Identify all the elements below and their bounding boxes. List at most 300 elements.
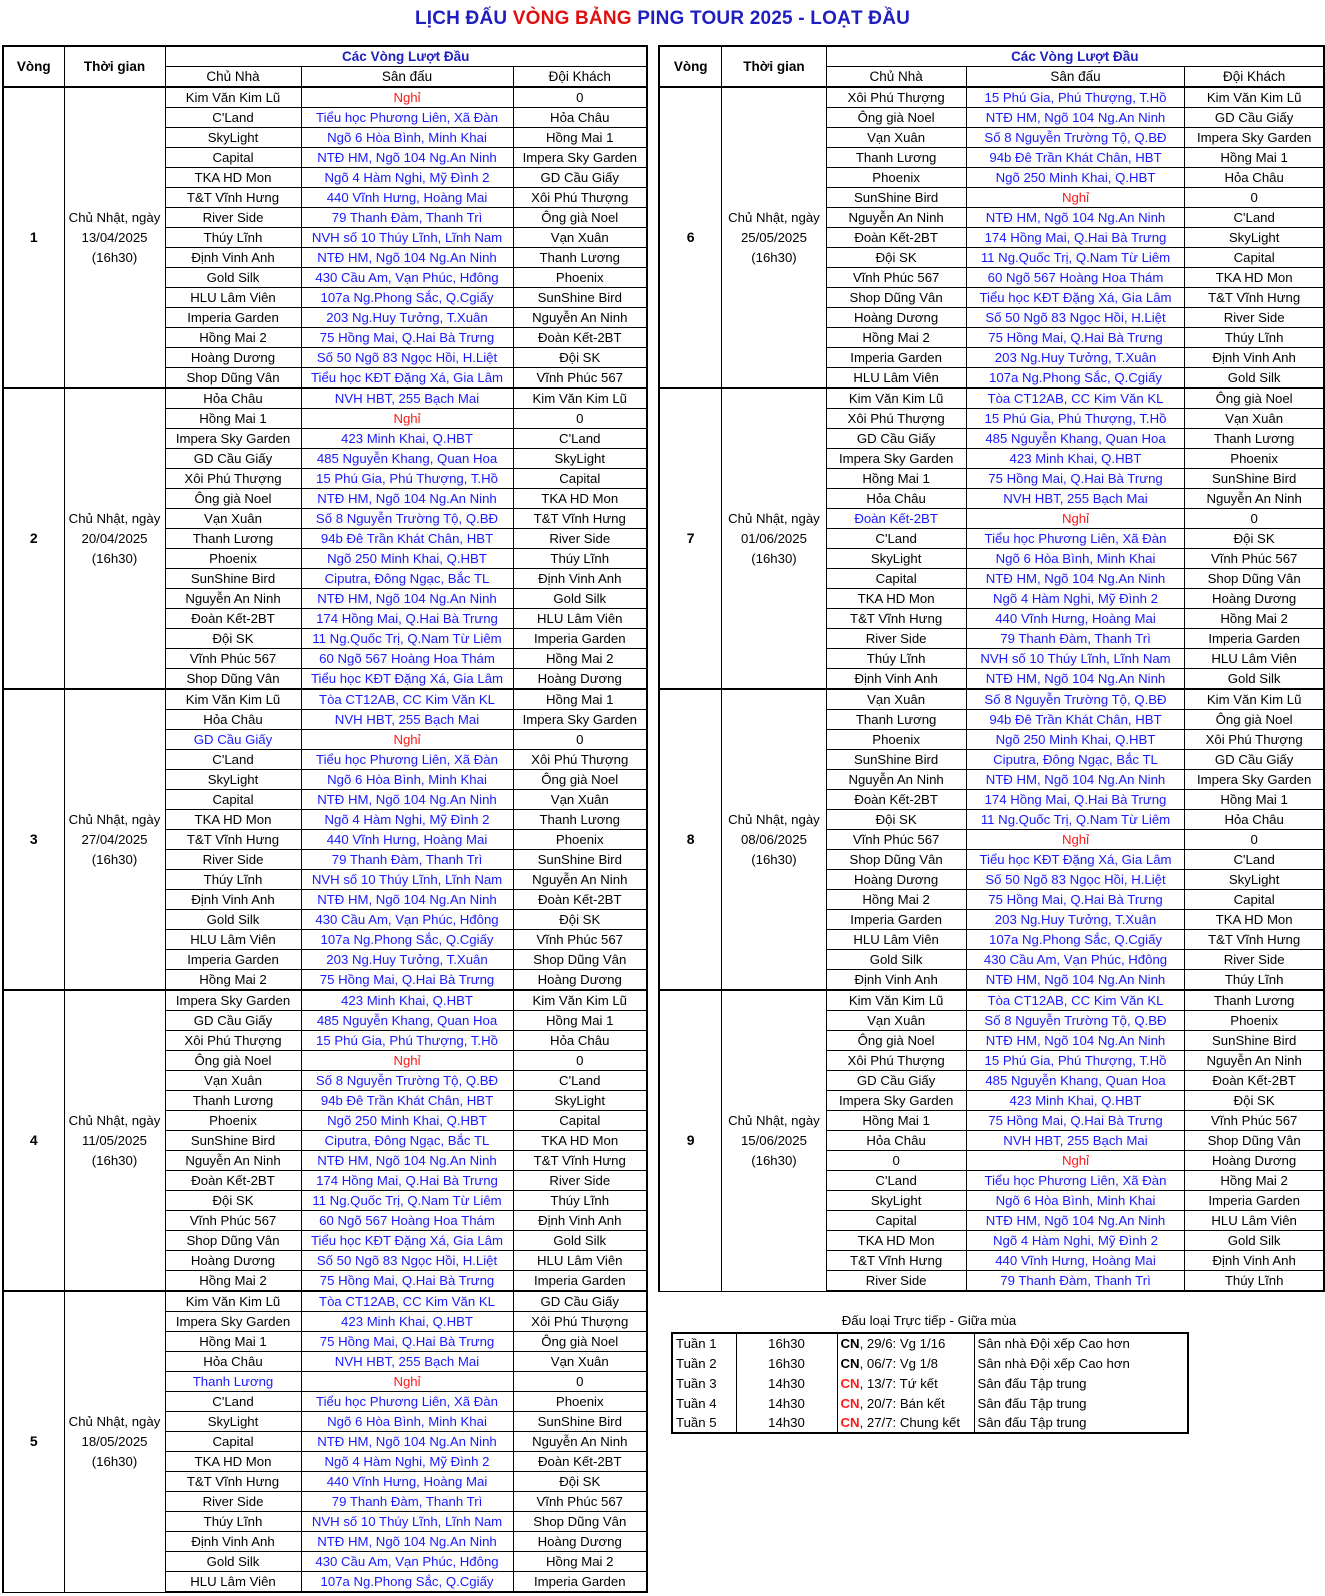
home-team: Vĩnh Phúc 567 [165, 649, 301, 669]
away-team: GD Cầu Giấy [513, 168, 647, 188]
home-team: Phoenix [165, 1111, 301, 1131]
venue-address: Ngõ 4 Hàm Nghi, Mỹ Đình 2 [966, 1231, 1185, 1251]
home-team: Gold Silk [826, 950, 966, 970]
venue-address: 79 Thanh Đàm, Thanh Trì [301, 208, 513, 228]
home-team: Phoenix [826, 730, 966, 750]
venue-address: Ngõ 6 Hòa Bình, Minh Khai [301, 128, 513, 148]
away-team: River Side [1185, 950, 1324, 970]
away-team: Đoàn Kết-2BT [513, 1452, 647, 1472]
venue-address: 485 Nguyễn Khang, Quan Hoa [966, 429, 1185, 449]
venue-address: 423 Minh Khai, Q.HBT [301, 429, 513, 449]
round-date: Chủ Nhật, ngày 01/06/2025 (16h30) [722, 388, 826, 689]
home-team: Impera Sky Garden [165, 990, 301, 1011]
away-team: 0 [513, 1051, 647, 1071]
venue-address: 107a Ng.Phong Sắc, Q.Cgiấy [301, 288, 513, 308]
venue-address: Ngõ 6 Hòa Bình, Minh Khai [301, 770, 513, 790]
away-team: 0 [513, 1372, 647, 1392]
venue-address: 203 Ng.Huy Tưởng, T.Xuân [301, 308, 513, 328]
away-team: Định Vinh Anh [513, 1211, 647, 1231]
home-team: C'Land [826, 529, 966, 549]
round-number: 4 [3, 990, 64, 1291]
venue-address: Ciputra, Đông Ngạc, Bắc TL [966, 750, 1185, 770]
home-team: C'Land [165, 108, 301, 128]
away-team: Imperia Garden [513, 629, 647, 649]
home-team: Impera Sky Garden [826, 1091, 966, 1111]
bye-label: Nghỉ [301, 730, 513, 750]
away-team: Đoàn Kết-2BT [1185, 1071, 1324, 1091]
knockout-day: CN [840, 1415, 860, 1430]
home-team: TKA HD Mon [165, 168, 301, 188]
home-team: Xôi Phú Thượng [826, 409, 966, 429]
away-team: Hỏa Châu [1185, 168, 1324, 188]
home-team: Đoàn Kết-2BT [165, 609, 301, 629]
knockout-week: Tuần 2 [672, 1353, 736, 1373]
home-team: River Side [165, 1492, 301, 1512]
home-team: Shop Dũng Vân [165, 368, 301, 389]
away-team: GD Cầu Giấy [513, 1291, 647, 1312]
header-group: Các Vòng Lượt Đầu [826, 46, 1324, 67]
away-team: Vĩnh Phúc 567 [1185, 1111, 1324, 1131]
header-home: Chủ Nhà [826, 67, 966, 88]
away-team: Thúy Lĩnh [1185, 970, 1324, 991]
home-team: Xôi Phú Thượng [826, 87, 966, 108]
venue-address: Số 50 Ngõ 83 Ngọc Hồi, H.Liệt [966, 870, 1185, 890]
away-team: T&T Vĩnh Hưng [1185, 288, 1324, 308]
away-team: Shop Dũng Vân [1185, 569, 1324, 589]
knockout-venue: Sân nhà Đội xếp Cao hơn [977, 1355, 1130, 1371]
knockout-week: Tuần 4 [672, 1393, 736, 1413]
away-team: Vạn Xuân [513, 1352, 647, 1372]
home-team: SunShine Bird [165, 1131, 301, 1151]
home-team: Impera Sky Garden [165, 429, 301, 449]
venue-address: 15 Phú Gia, Phú Thượng, T.Hồ [966, 409, 1185, 429]
knockout-stage: , 13/7: Tứ kết [859, 1375, 938, 1391]
away-team: SunShine Bird [1185, 1031, 1324, 1051]
home-team: Đoàn Kết-2BT [826, 790, 966, 810]
away-team: Vạn Xuân [1185, 409, 1324, 429]
home-team: Kim Văn Kim Lũ [826, 388, 966, 409]
away-team: Phoenix [513, 268, 647, 288]
knockout-day: CN [840, 1395, 860, 1411]
away-team: Xôi Phú Thượng [513, 1312, 647, 1332]
away-team: Imperia Garden [513, 1572, 647, 1593]
home-team: TKA HD Mon [826, 589, 966, 609]
knockout-stage: , 06/7: Vg 1/8 [859, 1355, 939, 1371]
home-team: Định Vinh Anh [826, 669, 966, 690]
away-team: Imperia Garden [1185, 629, 1324, 649]
knockout-section [671, 1310, 1187, 1434]
away-team: Hồng Mai 2 [513, 649, 647, 669]
venue-address: NTĐ HM, Ngõ 104 Ng.An Ninh [966, 1031, 1185, 1051]
home-team: Ông già Noel [826, 108, 966, 128]
home-team: Vĩnh Phúc 567 [165, 1211, 301, 1231]
away-team: Imperia Garden [513, 1271, 647, 1292]
home-team: River Side [826, 1271, 966, 1292]
away-team: Xôi Phú Thượng [513, 750, 647, 770]
home-team: Xôi Phú Thượng [165, 1031, 301, 1051]
away-team: Thanh Lương [1185, 429, 1324, 449]
home-team: Vạn Xuân [826, 1011, 966, 1031]
venue-address: 485 Nguyễn Khang, Quan Hoa [301, 1011, 513, 1031]
venue-address: Ciputra, Đông Ngạc, Bắc TL [301, 569, 513, 589]
knockout-date [837, 1373, 974, 1393]
venue-address: NTĐ HM, Ngõ 104 Ng.An Ninh [301, 489, 513, 509]
home-team: Imperia Garden [826, 910, 966, 930]
home-team: SkyLight [165, 770, 301, 790]
home-team: Capital [165, 148, 301, 168]
away-team: Kim Văn Kim Lũ [513, 388, 647, 409]
knockout-row [672, 1373, 1188, 1393]
home-team: Đội SK [826, 810, 966, 830]
venue-address: 107a Ng.Phong Sắc, Q.Cgiấy [301, 1572, 513, 1593]
home-team: Thúy Lĩnh [165, 1512, 301, 1532]
home-team: Vạn Xuân [165, 509, 301, 529]
round-number: 6 [659, 87, 722, 388]
home-team: Đội SK [165, 1191, 301, 1211]
venue-address: Ngõ 6 Hòa Bình, Minh Khai [966, 549, 1185, 569]
away-team: Định Vinh Anh [1185, 348, 1324, 368]
home-team: Nguyễn An Ninh [165, 589, 301, 609]
home-team: Định Vinh Anh [165, 1532, 301, 1552]
home-team: Gold Silk [165, 910, 301, 930]
venue-address: Ngõ 250 Minh Khai, Q.HBT [966, 730, 1185, 750]
knockout-row [672, 1413, 1188, 1433]
venue-address: Ngõ 250 Minh Khai, Q.HBT [301, 549, 513, 569]
home-team: Phoenix [165, 549, 301, 569]
round-number: 7 [659, 388, 722, 689]
home-team: Imperia Garden [165, 950, 301, 970]
away-team: Gold Silk [513, 589, 647, 609]
away-team: Xôi Phú Thượng [1185, 730, 1324, 750]
venue-address: Ngõ 250 Minh Khai, Q.HBT [966, 168, 1185, 188]
venue-address: 107a Ng.Phong Sắc, Q.Cgiấy [966, 368, 1185, 389]
knockout-title: Đấu loại Trực tiếp - Giữa mùa [841, 1313, 1017, 1328]
home-team: Phoenix [826, 168, 966, 188]
home-team: Đội SK [165, 629, 301, 649]
away-team: Hồng Mai 1 [1185, 148, 1324, 168]
venue-address: Ngõ 250 Minh Khai, Q.HBT [301, 1111, 513, 1131]
round-date: Chủ Nhật, ngày 25/05/2025 (16h30) [722, 87, 826, 388]
home-team: Hỏa Châu [165, 710, 301, 730]
home-team: Capital [165, 1432, 301, 1452]
venue-address: 94b Đê Trần Khát Chân, HBT [301, 529, 513, 549]
match-row [659, 388, 1324, 409]
home-team: Thúy Lĩnh [165, 870, 301, 890]
knockout-week: Tuần 3 [672, 1373, 736, 1393]
away-team: T&T Vĩnh Hưng [1185, 930, 1324, 950]
home-team: Thúy Lĩnh [165, 228, 301, 248]
away-team: Hồng Mai 1 [513, 689, 647, 710]
venue-address: 60 Ngõ 567 Hoàng Hoa Thám [301, 649, 513, 669]
away-team: Thanh Lương [1185, 990, 1324, 1011]
home-team: Đoàn Kết-2BT [826, 509, 966, 529]
venue-address: NVH số 10 Thúy Lĩnh, Lĩnh Nam [301, 870, 513, 890]
away-team: Thanh Lương [513, 248, 647, 268]
knockout-time: 14h30 [736, 1413, 837, 1433]
away-team: Vĩnh Phúc 567 [513, 1492, 647, 1512]
home-team: Hỏa Châu [165, 388, 301, 409]
venue-address: Tòa CT12AB, CC Kim Văn KL [966, 388, 1185, 409]
venue-address: Số 50 Ngõ 83 Ngọc Hồi, H.Liệt [966, 308, 1185, 328]
venue-address: 107a Ng.Phong Sắc, Q.Cgiấy [301, 930, 513, 950]
home-team: Xôi Phú Thượng [826, 1051, 966, 1071]
venue-address: Số 8 Nguyễn Trường Tộ, Q.BĐ [301, 509, 513, 529]
away-team: Gold Silk [1185, 1231, 1324, 1251]
away-team: Impera Sky Garden [513, 148, 647, 168]
venue-address: 79 Thanh Đàm, Thanh Trì [966, 629, 1185, 649]
title-part-2: VÒNG BẢNG [512, 8, 632, 29]
away-team: Đội SK [513, 910, 647, 930]
venue-address: Tòa CT12AB, CC Kim Văn KL [966, 990, 1185, 1011]
venue-address: 94b Đê Trần Khát Chân, HBT [966, 710, 1185, 730]
away-team: TKA HD Mon [513, 1131, 647, 1151]
away-team: Hồng Mai 1 [513, 1011, 647, 1031]
venue-address: NVH HBT, 255 Bạch Mai [301, 1352, 513, 1372]
venue-address: Số 8 Nguyễn Trường Tộ, Q.BĐ [301, 1071, 513, 1091]
venue-address: 485 Nguyễn Khang, Quan Hoa [966, 1071, 1185, 1091]
home-team: SkyLight [165, 1412, 301, 1432]
away-team: SunShine Bird [513, 850, 647, 870]
venue-address: Ngõ 6 Hòa Bình, Minh Khai [966, 1191, 1185, 1211]
home-team: Shop Dũng Vân [165, 669, 301, 690]
venue-address: 11 Ng.Quốc Trị, Q.Nam Từ Liêm [966, 810, 1185, 830]
home-team: Định Vinh Anh [826, 970, 966, 991]
away-team: Ông già Noel [1185, 388, 1324, 409]
venue-address: Tiểu học KĐT Đặng Xá, Gia Lâm [966, 850, 1185, 870]
venue-address: 203 Ng.Huy Tưởng, T.Xuân [966, 910, 1185, 930]
knockout-venue: Sân đấu Tập trung [977, 1375, 1087, 1391]
away-team: Thanh Lương [513, 810, 647, 830]
venue-address: Số 50 Ngõ 83 Ngọc Hồi, H.Liệt [301, 348, 513, 368]
bye-label: Nghỉ [301, 409, 513, 429]
away-team: SkyLight [1185, 228, 1324, 248]
away-team: Hồng Mai 2 [1185, 609, 1324, 629]
home-team: Shop Dũng Vân [165, 1231, 301, 1251]
venue-address: Ngõ 4 Hàm Nghi, Mỹ Đình 2 [966, 589, 1185, 609]
away-team: Hồng Mai 2 [1185, 1171, 1324, 1191]
venue-address: Số 50 Ngõ 83 Ngọc Hồi, H.Liệt [301, 1251, 513, 1271]
header-time: Thời gian [64, 46, 165, 87]
header-round: Vòng [3, 46, 64, 87]
away-team: Kim Văn Kim Lũ [1185, 87, 1324, 108]
venue-address: 60 Ngõ 567 Hoàng Hoa Thám [966, 268, 1185, 288]
away-team: 0 [513, 409, 647, 429]
home-team: Hồng Mai 2 [165, 1271, 301, 1292]
match-row [3, 689, 647, 710]
venue-address: 94b Đê Trần Khát Chân, HBT [966, 148, 1185, 168]
venue-address: 423 Minh Khai, Q.HBT [966, 1091, 1185, 1111]
home-team: Vạn Xuân [826, 689, 966, 710]
home-team: Vĩnh Phúc 567 [826, 268, 966, 288]
knockout-date [837, 1333, 974, 1353]
venue-address: NTĐ HM, Ngõ 104 Ng.An Ninh [966, 569, 1185, 589]
venue-address: NTĐ HM, Ngõ 104 Ng.An Ninh [301, 1432, 513, 1452]
home-team: GD Cầu Giấy [826, 429, 966, 449]
away-team: Hồng Mai 2 [513, 1552, 647, 1572]
match-row [659, 990, 1324, 1011]
away-team: Vĩnh Phúc 567 [513, 930, 647, 950]
round-number: 3 [3, 689, 64, 990]
away-team: Phoenix [513, 830, 647, 850]
venue-address: 174 Hồng Mai, Q.Hai Bà Trưng [966, 790, 1185, 810]
round-date: Chủ Nhật, ngày 15/06/2025 (16h30) [722, 990, 826, 1291]
venue-address: 15 Phú Gia, Phú Thượng, T.Hồ [301, 1031, 513, 1051]
away-team: C'Land [1185, 850, 1324, 870]
away-team: River Side [1185, 308, 1324, 328]
away-team: Phoenix [1185, 1011, 1324, 1031]
title-part-1: LỊCH ĐẤU [414, 8, 513, 29]
header-away: Đội Khách [513, 67, 647, 88]
home-team: TKA HD Mon [165, 810, 301, 830]
away-team: HLU Lâm Viên [1185, 649, 1324, 669]
knockout-date [837, 1393, 974, 1413]
home-team: Capital [826, 1211, 966, 1231]
away-team: TKA HD Mon [513, 489, 647, 509]
away-team: Nguyễn An Ninh [1185, 489, 1324, 509]
round-date: Chủ Nhật, ngày 11/05/2025 (16h30) [64, 990, 165, 1291]
home-team: Capital [165, 790, 301, 810]
venue-address: 423 Minh Khai, Q.HBT [966, 449, 1185, 469]
bye-label: Nghỉ [966, 830, 1185, 850]
venue-address: NVH số 10 Thúy Lĩnh, Lĩnh Nam [301, 228, 513, 248]
away-team: GD Cầu Giấy [1185, 108, 1324, 128]
knockout-week: Tuần 5 [672, 1413, 736, 1433]
match-row [659, 689, 1324, 710]
away-team: 0 [1185, 188, 1324, 208]
round-number: 2 [3, 388, 64, 689]
home-team: GD Cầu Giấy [165, 449, 301, 469]
home-team: Hoàng Dương [165, 1251, 301, 1271]
venue-address: 440 Vĩnh Hưng, Hoàng Mai [301, 1472, 513, 1492]
home-team: T&T Vĩnh Hưng [165, 188, 301, 208]
home-team: Hồng Mai 1 [165, 1332, 301, 1352]
away-team: Hoàng Dương [513, 669, 647, 690]
away-team: Hoàng Dương [513, 970, 647, 991]
away-team: Gold Silk [1185, 669, 1324, 690]
bye-label: Nghỉ [301, 1051, 513, 1071]
away-team: Vạn Xuân [513, 228, 647, 248]
header-away: Đội Khách [1185, 67, 1324, 88]
home-team: Hồng Mai 2 [165, 970, 301, 991]
home-team: Kim Văn Kim Lũ [826, 990, 966, 1011]
knockout-table [671, 1332, 1189, 1434]
knockout-row [672, 1393, 1188, 1413]
home-team: Capital [826, 569, 966, 589]
round-number: 9 [659, 990, 722, 1291]
venue-address: 423 Minh Khai, Q.HBT [301, 990, 513, 1011]
away-team: Ông già Noel [513, 208, 647, 228]
round-date: Chủ Nhật, ngày 27/04/2025 (16h30) [64, 689, 165, 990]
venue-address: 11 Ng.Quốc Trị, Q.Nam Từ Liêm [966, 248, 1185, 268]
title-part-3: PING TOUR 2025 - LOẠT ĐẦU [631, 8, 911, 29]
away-team: Đội SK [1185, 1091, 1324, 1111]
home-team: Hồng Mai 2 [826, 890, 966, 910]
away-team: T&T Vĩnh Hưng [513, 1151, 647, 1171]
venue-address: Tiểu học KĐT Đặng Xá, Gia Lâm [301, 669, 513, 690]
home-team: Hồng Mai 1 [826, 1111, 966, 1131]
home-team: Kim Văn Kim Lũ [165, 689, 301, 710]
venue-address: 79 Thanh Đàm, Thanh Trì [301, 850, 513, 870]
knockout-venue: Sân đấu Tập trung [977, 1395, 1087, 1411]
venue-address: NTĐ HM, Ngõ 104 Ng.An Ninh [966, 669, 1185, 690]
venue-address: 440 Vĩnh Hưng, Hoàng Mai [301, 188, 513, 208]
away-team: HLU Lâm Viên [513, 609, 647, 629]
venue-address: 15 Phú Gia, Phú Thượng, T.Hồ [966, 1051, 1185, 1071]
home-team: Impera Sky Garden [826, 449, 966, 469]
home-team: Kim Văn Kim Lũ [165, 1291, 301, 1312]
home-team: Vĩnh Phúc 567 [826, 830, 966, 850]
home-team: Hoàng Dương [826, 308, 966, 328]
knockout-day: CN [840, 1375, 860, 1391]
home-team: Xôi Phú Thượng [165, 469, 301, 489]
venue-address: 203 Ng.Huy Tưởng, T.Xuân [301, 950, 513, 970]
home-team: SkyLight [826, 1191, 966, 1211]
match-row [659, 87, 1324, 108]
venue-address: 174 Hồng Mai, Q.Hai Bà Trưng [301, 609, 513, 629]
venue-address: Số 8 Nguyễn Trường Tộ, Q.BĐ [966, 689, 1185, 710]
bye-label: Nghỉ [966, 188, 1185, 208]
venue-address: Số 8 Nguyễn Trường Tộ, Q.BĐ [966, 1011, 1185, 1031]
home-team: Nguyễn An Ninh [826, 208, 966, 228]
home-team: Ông già Noel [826, 1031, 966, 1051]
venue-address: 75 Hồng Mai, Q.Hai Bà Trưng [301, 970, 513, 991]
away-team: Hỏa Châu [1185, 810, 1324, 830]
venue-address: 174 Hồng Mai, Q.Hai Bà Trưng [966, 228, 1185, 248]
away-team: Capital [513, 1111, 647, 1131]
home-team: 0 [826, 1151, 966, 1171]
home-team: SunShine Bird [826, 750, 966, 770]
away-team: Phoenix [513, 1392, 647, 1412]
away-team: Nguyễn An Ninh [513, 870, 647, 890]
home-team: Thanh Lương [165, 1372, 301, 1392]
home-team: SunShine Bird [165, 569, 301, 589]
venue-address: 430 Cầu Am, Vạn Phúc, Hđông [301, 1552, 513, 1572]
home-team: Hỏa Châu [826, 1131, 966, 1151]
away-team: SunShine Bird [513, 1412, 647, 1432]
home-team: Hồng Mai 1 [165, 409, 301, 429]
match-row [3, 990, 647, 1011]
home-team: Thanh Lương [165, 1091, 301, 1111]
home-team: HLU Lâm Viên [165, 1572, 301, 1593]
home-team: T&T Vĩnh Hưng [826, 1251, 966, 1271]
away-team: Phoenix [1185, 449, 1324, 469]
venue-address: Tiểu học Phương Liên, Xã Đàn [966, 1171, 1185, 1191]
home-team: T&T Vĩnh Hưng [826, 609, 966, 629]
match-row [3, 87, 647, 108]
venue-address: NTĐ HM, Ngõ 104 Ng.An Ninh [301, 1532, 513, 1552]
home-team: GD Cầu Giấy [165, 730, 301, 750]
venue-address: 60 Ngõ 567 Hoàng Hoa Thám [301, 1211, 513, 1231]
venue-address: Tiểu học Phương Liên, Xã Đàn [966, 529, 1185, 549]
home-team: Định Vinh Anh [165, 890, 301, 910]
away-team: Impera Sky Garden [1185, 770, 1324, 790]
away-team: Hoàng Dương [1185, 589, 1324, 609]
venue-address: Tiểu học Phương Liên, Xã Đàn [301, 108, 513, 128]
away-team: SunShine Bird [1185, 469, 1324, 489]
venue-address: 75 Hồng Mai, Q.Hai Bà Trưng [301, 1332, 513, 1352]
venue-address: NTĐ HM, Ngõ 104 Ng.An Ninh [301, 790, 513, 810]
venue-address: 485 Nguyễn Khang, Quan Hoa [301, 449, 513, 469]
venue-address: 107a Ng.Phong Sắc, Q.Cgiấy [966, 930, 1185, 950]
away-team: SunShine Bird [513, 288, 647, 308]
venue-address: 174 Hồng Mai, Q.Hai Bà Trưng [301, 1171, 513, 1191]
away-team: Thúy Lĩnh [513, 549, 647, 569]
venue-address: NTĐ HM, Ngõ 104 Ng.An Ninh [301, 589, 513, 609]
venue-address: Tiểu học KĐT Đặng Xá, Gia Lâm [301, 1231, 513, 1251]
away-team: Thúy Lĩnh [513, 1191, 647, 1211]
knockout-day: CN [840, 1336, 860, 1351]
away-team: Capital [513, 469, 647, 489]
